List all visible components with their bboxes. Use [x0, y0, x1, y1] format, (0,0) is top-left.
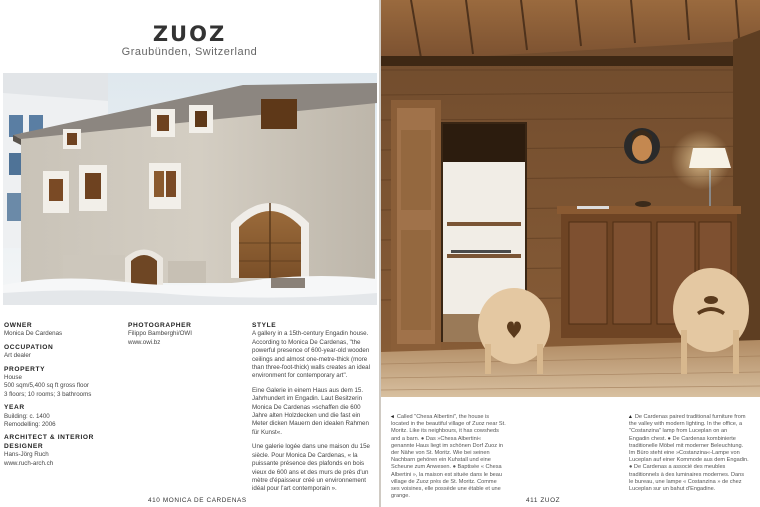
page-number-left: 410 MONICA DE CARDENAS: [148, 497, 247, 504]
property-label: PROPERTY: [4, 365, 46, 373]
year-value: Building: c. 1400 Remodelling: 2006: [4, 412, 56, 429]
left-page: [0, 0, 379, 507]
photographer-label: PHOTOGRAPHER: [128, 322, 192, 329]
page-number-right: 411 ZUOZ: [526, 497, 561, 504]
caption-arrow-left-icon: ◂: [391, 414, 394, 420]
info-column-3: [252, 322, 374, 494]
info-column-2: [128, 322, 246, 347]
photographer-value: Filippo Bamberghi/OWI www.owi.bz: [128, 330, 192, 346]
style-label: STYLE: [252, 322, 277, 329]
page-title: ZUOZ: [152, 22, 227, 46]
house-exterior-photo: [3, 73, 377, 305]
style-text-de: Eine Galerie in einem Haus aus dem 15. Jahrhundert im Engadin. Laut Besitzerin Monica De Cardenas »schaffen die 600 Jahre alten Holzdecken und die fast ein Meter dicken Mauern den idealen Rahmen für Kunst«.: [252, 386, 369, 436]
interior-office-photo: [381, 0, 760, 397]
caption-left: [391, 414, 506, 500]
occupation-value: Art dealer: [4, 352, 31, 360]
style-text-fr: Une galerie logée dans une maison du 15e siècle. Pour Monica De Cardenas, « la puissante présence des plafonds en bois vieux de 600 ans et des murs de près d'un mètre d'épaisseur créé un environnement idéal pour l'art contemporain ».: [252, 443, 370, 493]
caption-right-text: De Cardenas paired traditional furniture from the valley with modern lighting. In the office, a "Costanzina" lamp from Luceplan on an Engadin chest. ● De Cardenas kombinierte traditionelle Möbel mit moderner Beleuchtung. Im Büro steht eine »Costanzina«-Lampe von Luceplan auf einer Kommode aus dem Engadin. ● De Cardenas a associé des meubles traditionnels à des luminaires modernes. Dans le bureau, une lampe « Costanzina » de chez Luceplan sur un bahut d'Engadine.: [629, 414, 749, 493]
owner-value: Monica De Cardenas: [4, 330, 63, 338]
page-subtitle: Graubünden, Switzerland: [121, 46, 258, 58]
property-value: House 500 sqm/5,400 sq ft gross floor 3 floors; 10 rooms; 3 bathrooms: [4, 374, 92, 398]
architect-label: ARCHITECT & INTERIOR DESIGNER: [4, 434, 95, 450]
right-page: [381, 0, 760, 507]
caption-arrow-up-icon: ▴: [629, 414, 632, 420]
style-text-en: A gallery in a 15th-century Engadin house. According to Monica De Cardenas, "the powerful presence of 600-year-old wooden ceilings and almost one-metre-thick (more than three-foot-thick) walls creates an ideal environment for contemporary art".: [252, 330, 370, 380]
year-label: YEAR: [4, 404, 25, 412]
occupation-label: OCCUPATION: [4, 343, 54, 351]
info-column-1: [4, 322, 122, 468]
owner-label: OWNER: [4, 322, 33, 329]
architect-value: Hans-Jörg Ruch www.ruch-arch.ch: [4, 451, 54, 467]
caption-left-text: Called "Chesa Albertini", the house is located in the beautiful village of Zuoz near St. Moritz. Like its neighbours, it has cowsheds and a barn. ● Das »Chesa Albertini« genannte Haus liegt im schönen Dorf Zuoz in der Nähe von St. Moritz. Wie bei seinen Nachbarn gehören ein Kuhstall und eine Scheune zum Anwesen. ● Baptisée « Chesa Albertini », la maison est située dans le beau village de Zuoz près de St. Moritz. Comme ses voisines, elle possède une étable et une grange.: [391, 414, 506, 500]
caption-right: [629, 414, 749, 493]
